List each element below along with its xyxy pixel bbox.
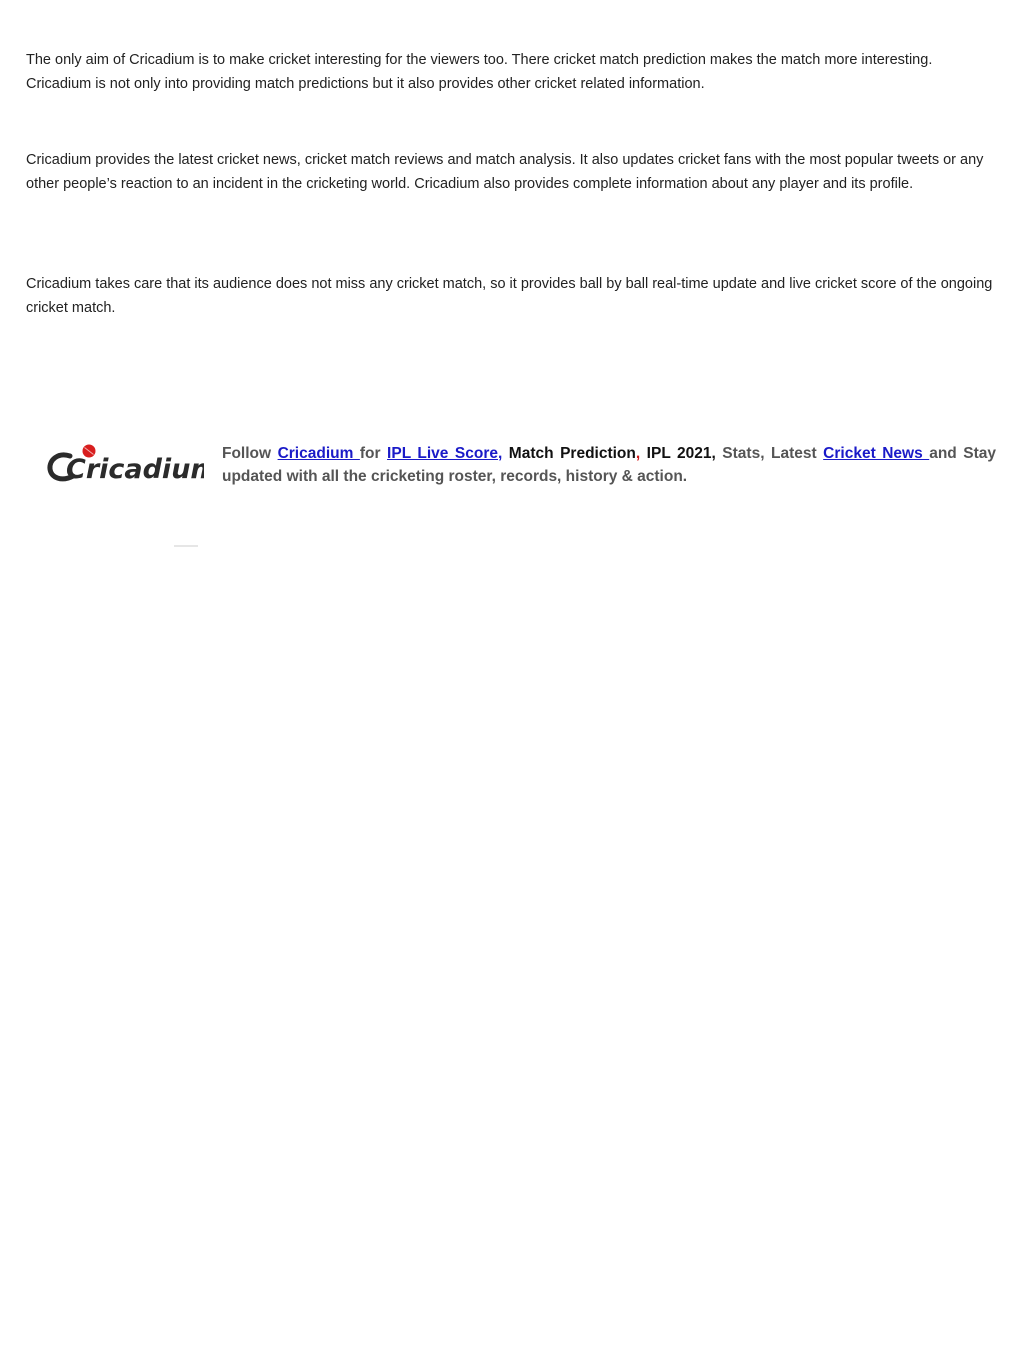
ipl-2021-label: IPL 2021,	[640, 445, 716, 462]
for-label: for	[359, 445, 388, 462]
match-prediction-comma: ,	[635, 445, 641, 462]
footer-follow-text	[222, 442, 996, 488]
logo-wordmark: Cricadium	[66, 454, 204, 485]
cricket-news-link[interactable]: Cricket News	[823, 445, 930, 462]
paragraph-news: Cricadium provides the latest cricket news, cricket match reviews and match analysis. It also updates cricket fans with the most popular tweets or any other people’s reaction to an incident in the cricketing world. Cricadium also provides complete information about any player and its profile.	[26, 152, 984, 192]
match-prediction-label: Match Prediction	[502, 445, 636, 462]
cricadium-link[interactable]: Cricadium	[277, 445, 360, 462]
cricadium-logo	[46, 438, 204, 488]
stats-latest-label: Stats, Latest	[715, 445, 824, 462]
ipl-live-score-link-comma[interactable]: ,	[497, 445, 503, 462]
ipl-live-score-link[interactable]: IPL Live Score	[387, 445, 498, 462]
paragraph-aim: The only aim of Cricadium is to make cricket interesting for the viewers too. There cricket match prediction makes the match more interesting. Cricadium is not only into providing match predictions but it also provides other cricket related information.	[26, 52, 933, 92]
stay-updated-label: and Stay updated with all the cricketing roster, records, history & action.	[222, 445, 997, 485]
follow-label: Follow	[222, 445, 278, 462]
paragraph-live-score: Cricadium takes care that its audience does not miss any cricket match, so it provides ball by ball real-time update and live cricket score of the ongoing cricket match.	[26, 276, 993, 316]
logo-divider	[174, 545, 198, 547]
cricadium-logo-icon	[46, 438, 204, 488]
